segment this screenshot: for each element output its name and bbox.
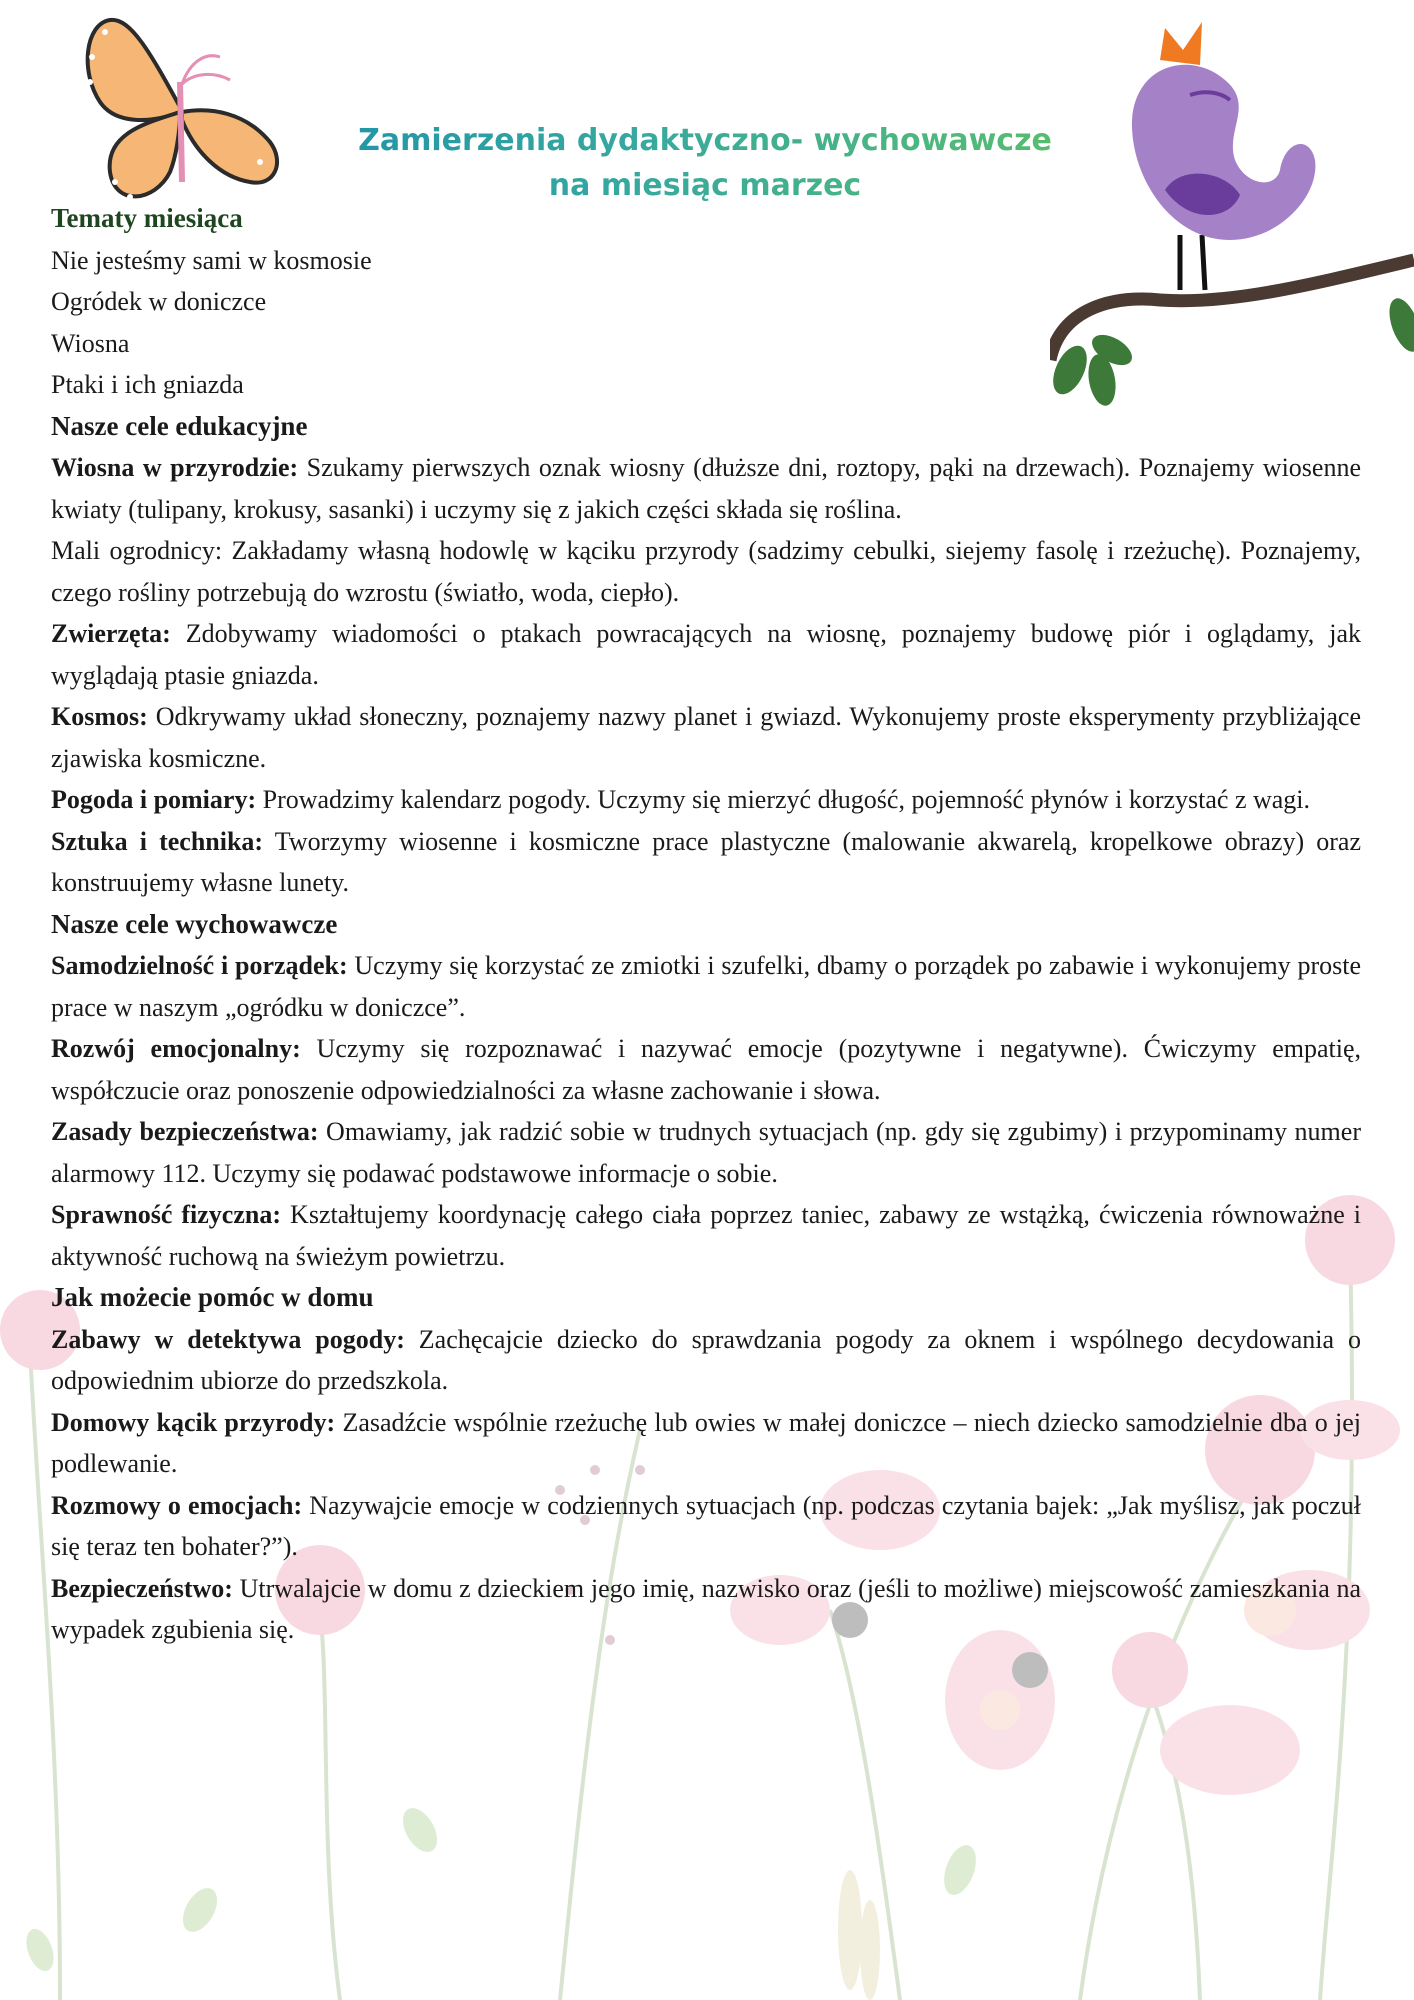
educational-goals-heading: Nasze cele edukacyjne: [51, 410, 308, 441]
paragraph-text: Mali ogrodnicy: Zakładamy własną hodowlę w kąciku przyrody (sadzimy cebulki, siejemy fasolę i rzeżuchę). Poznajemy, czego rośliny potrzebują do wzrostu (światło, woda, ciepło).: [51, 536, 1361, 607]
paragraph-label: Sztuka i technika:: [51, 826, 264, 856]
paragraph-label: Samodzielność i porządek:: [51, 951, 348, 980]
paragraph-label: Rozwój emocjonalny:: [51, 1034, 301, 1063]
topic-item: Nie jesteśmy sami w kosmosie: [51, 245, 372, 275]
home-paragraph: [51, 1568, 1361, 1651]
paragraph-label: Zasady bezpieczeństwa:: [51, 1117, 319, 1146]
paragraph-text: Omawiamy, jak radzić sobie w trudnych sytuacjach (np. gdy się zgubimy) i przypominamy numer alarmowy 112. Uczymy się podawać podstawowe informacje o sobie.: [51, 1117, 1361, 1188]
paragraph-text: Prowadzimy kalendarz pogody. Uczymy się mierzyć długość, pojemność płynów i korzystać z wagi.: [256, 785, 1311, 814]
paragraph-label: Sprawność fizyczna:: [51, 1200, 282, 1229]
paragraph-text: Uczymy się korzystać ze zmiotki i szufelki, dbamy o porządek po zabawie i wykonujemy proste prace w naszym „ogródku w doniczce”.: [51, 951, 1361, 1022]
home-paragraph: [51, 1319, 1361, 1402]
home-paragraph: [51, 1485, 1361, 1568]
paragraph-label: Zabawy w detektywa pogody:: [51, 1324, 405, 1354]
educational-paragraph: [51, 613, 1361, 696]
paragraph-label: Domowy kącik przyrody:: [51, 1407, 336, 1437]
paragraph-text: Zachęcajcie dziecko do sprawdzania pogody za oknem i wspólnego decydowania o odpowiednim ubiorze do przedszkola.: [51, 1324, 1361, 1395]
educational-paragraph: [51, 530, 1361, 613]
home-paragraph: [51, 1402, 1361, 1485]
paragraph-text: Szukamy pierwszych oznak wiosny (dłuższe dni, roztopy, pąki na drzewach). Poznajemy wiosenne kwiaty (tulipany, krokusy, sasanki) i uczymy się z jakich części składa się roślina.: [51, 453, 1362, 524]
paragraph-label: Pogoda i pomiary:: [51, 785, 257, 814]
page-title: [300, 118, 1110, 208]
educational-paragraph: [51, 779, 1361, 821]
paragraph-text: Odkrywamy układ słoneczny, poznajemy nazwy planet i gwiazd. Wykonujemy proste eksperymenty przybliżające zjawiska kosmiczne.: [51, 702, 1361, 773]
paragraph-text: Nazywajcie emocje w codziennych sytuacjach (np. podczas czytania bajek: „Jak myślisz, jak poczuł się teraz ten bohater?”).: [51, 1490, 1361, 1561]
paragraph-label: Wiosna w przyrodzie:: [51, 453, 299, 482]
topic-item: Ptaki i ich gniazda: [51, 370, 244, 399]
topic-item: Wiosna: [51, 328, 130, 358]
home-help-heading: Jak możecie pomóc w domu: [51, 1282, 374, 1312]
paragraph-text: Kształtujemy koordynację całego ciała poprzez taniec, zabawy ze wstążką, ćwiczenia równoważne i aktywność ruchową na świeżym powietrzu.: [51, 1200, 1361, 1271]
upbringing-paragraph: [51, 1111, 1361, 1194]
paragraph-label: Kosmos:: [51, 702, 148, 731]
paragraph-label: Zwierzęta:: [51, 619, 171, 648]
title-line-2: na miesiąc marzec: [548, 168, 862, 203]
upbringing-paragraph: [51, 945, 1361, 1028]
title-line-1: Zamierzenia dydaktyczno- wychowawcze: [358, 123, 1052, 158]
document-body: [51, 198, 1361, 1651]
educational-paragraph: [51, 696, 1361, 779]
topics-heading: Tematy miesiąca: [51, 203, 243, 233]
paragraph-text: Uczymy się rozpoznawać i nazywać emocje (pozytywne i negatywne). Ćwiczymy empatię, współczucie oraz ponoszenie odpowiedzialności za własne zachowanie i słowa.: [51, 1034, 1361, 1105]
paragraph-text: Zasadźcie wspólnie rzeżuchę lub owies w małej doniczce – niech dziecko samodzielnie dba o jej podlewanie.: [51, 1407, 1362, 1478]
paragraph-label: Rozmowy o emocjach:: [51, 1490, 303, 1520]
educational-paragraph: [51, 821, 1361, 904]
educational-paragraph: [51, 447, 1361, 530]
upbringing-paragraph: [51, 1194, 1361, 1277]
paragraph-text: Tworzymy wiosenne i kosmiczne prace plastyczne (malowanie akwarelą, kropelkowe obrazy) oraz konstruujemy własne lunety.: [51, 826, 1361, 897]
topic-item: Ogródek w doniczce: [51, 287, 267, 316]
upbringing-paragraph: [51, 1028, 1361, 1111]
upbringing-goals-heading: Nasze cele wychowawcze: [51, 908, 338, 939]
paragraph-text: Zdobywamy wiadomości o ptakach powracających na wiosnę, poznajemy budowę piór i oglądamy, jak wyglądają ptasie gniazda.: [51, 619, 1361, 690]
paragraph-label: Bezpieczeństwo:: [51, 1573, 233, 1603]
paragraph-text: Utrwalajcie w domu z dzieckiem jego imię, nazwisko oraz (jeśli to możliwe) miejscowość zamieszkania na wypadek zgubienia się.: [51, 1573, 1361, 1644]
butterfly-icon: [70, 12, 290, 222]
